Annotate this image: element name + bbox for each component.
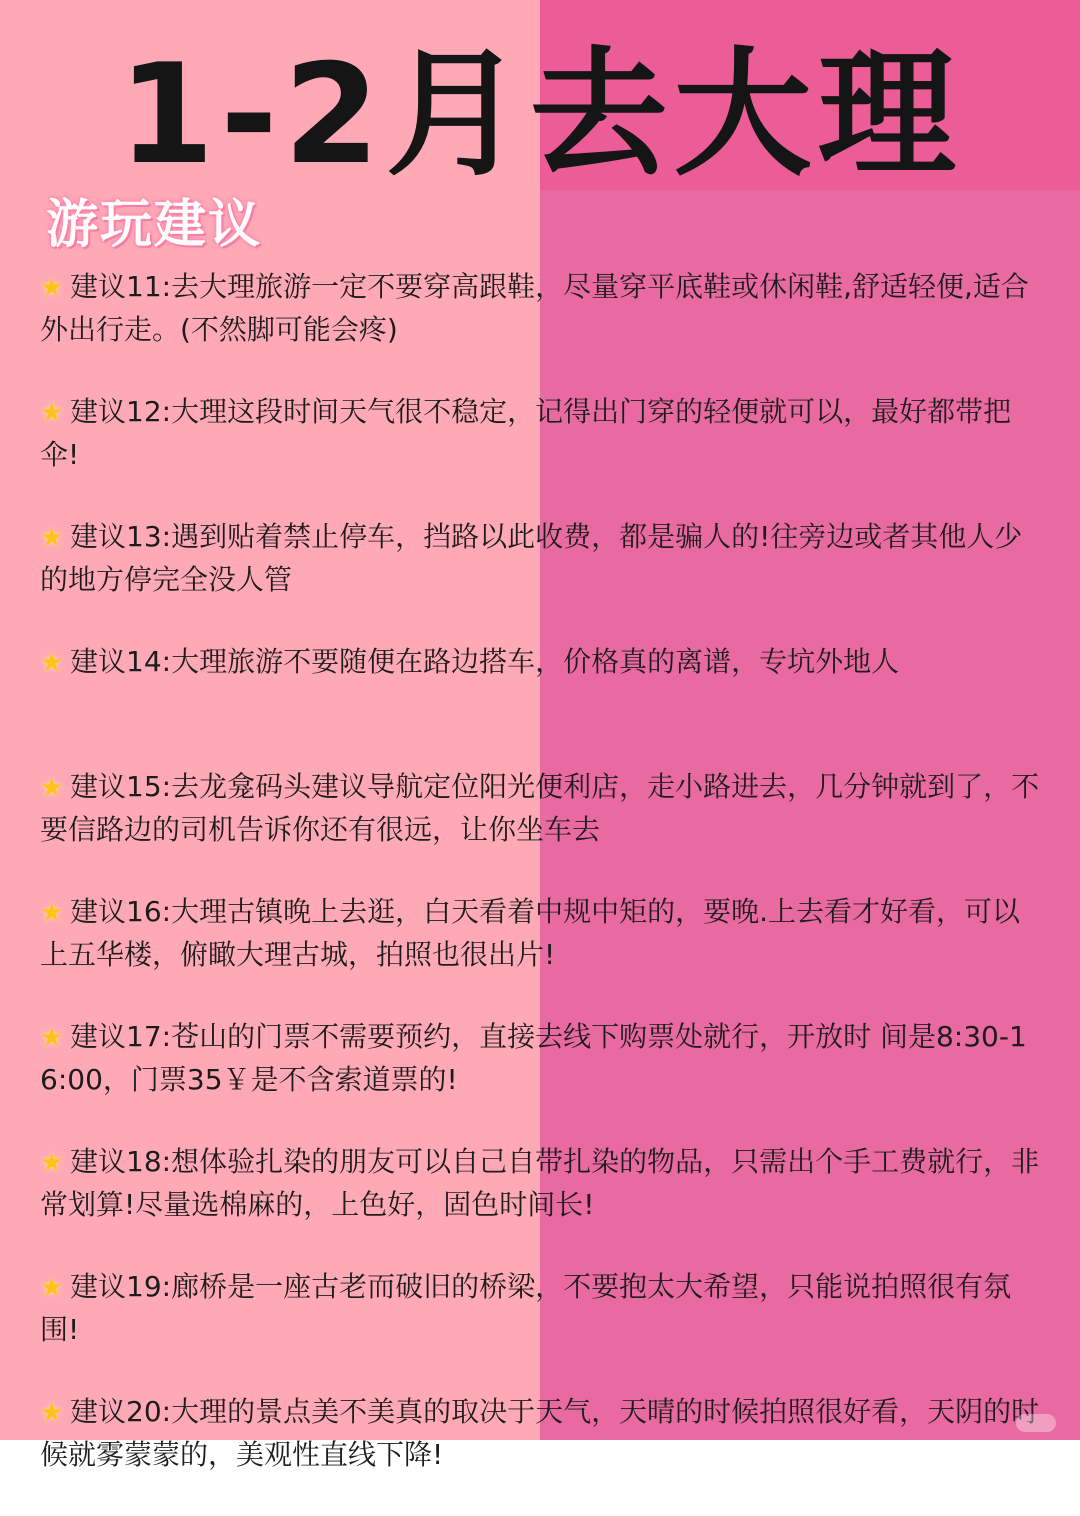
- tip-item: [40, 641, 1040, 725]
- tip-text: 建议12:大理这段时间天气很不稳定，记得出门穿的轻便就可以，最好都带把伞!: [40, 395, 1012, 471]
- page-title: 1-2月去大理: [118, 34, 962, 195]
- star-icon: ★: [40, 398, 64, 428]
- tip-text: 建议11:去大理旅游一定不要穿高跟鞋，尽量穿平底鞋或休闲鞋,舒适轻便,适合外出行走。(不然脚可能会疼): [40, 270, 1029, 346]
- star-icon: ★: [40, 898, 64, 928]
- tip-item: [40, 1391, 1040, 1475]
- tip-text: 建议16:大理古镇晚上去逛，白天看着中规中矩的，要晚.上去看才好看，可以上五华楼，俯瞰大理古城，拍照也很出片!: [40, 895, 1020, 971]
- star-icon: ★: [40, 1023, 64, 1053]
- star-icon: ★: [40, 1148, 64, 1178]
- tip-text: 建议20:大理的景点美不美真的取决于天气，天晴的时候拍照很好看，天阴的时候就雾蒙蒙的，美观性直线下降!: [40, 1395, 1040, 1471]
- tips-list: [40, 266, 1040, 1516]
- tip-text: 建议18:想体验扎染的朋友可以自己自带扎染的物品，只需出个手工费就行，非常划算!尽量选棉麻的，上色好，固色时间长!: [40, 1145, 1040, 1221]
- star-icon: ★: [40, 773, 64, 803]
- star-icon: ★: [40, 273, 64, 303]
- section-subtitle: 游玩建议: [46, 195, 263, 255]
- tip-item: [40, 1266, 1040, 1350]
- tip-text: 建议14:大理旅游不要随便在路边搭车，价格真的离谱，专坑外地人: [70, 645, 900, 678]
- star-icon: ★: [40, 1398, 64, 1428]
- star-icon: ★: [40, 1273, 64, 1303]
- tip-item: [40, 1141, 1040, 1225]
- tip-item: [40, 1016, 1040, 1100]
- tip-item: [40, 891, 1040, 975]
- tip-text: 建议19:廊桥是一座古老而破旧的桥梁，不要抱太大希望，只能说拍照很有氛围!: [40, 1270, 1012, 1346]
- watermark-badge-icon: [1016, 1414, 1056, 1432]
- tip-text: 建议13:遇到贴着禁止停车，挡路以此收费，都是骗人的!往旁边或者其他人少的地方停完全没人管: [40, 520, 1023, 596]
- tip-item: [40, 391, 1040, 475]
- tip-text: 建议15:去龙龛码头建议导航定位阳光便利店，走小路进去，几分钟就到了，不要信路边的司机告诉你还有很远，让你坐车去: [40, 770, 1040, 846]
- tip-item: [40, 516, 1040, 600]
- tip-item: [40, 266, 1040, 350]
- tip-item: [40, 766, 1040, 850]
- tip-text: 建议17:苍山的门票不需要预约，直接去线下购票处就行，开放时 间是8:30-1 6:00，门票35￥是不含索道票的!: [40, 1020, 1027, 1096]
- star-icon: ★: [40, 648, 64, 678]
- star-icon: ★: [40, 523, 64, 553]
